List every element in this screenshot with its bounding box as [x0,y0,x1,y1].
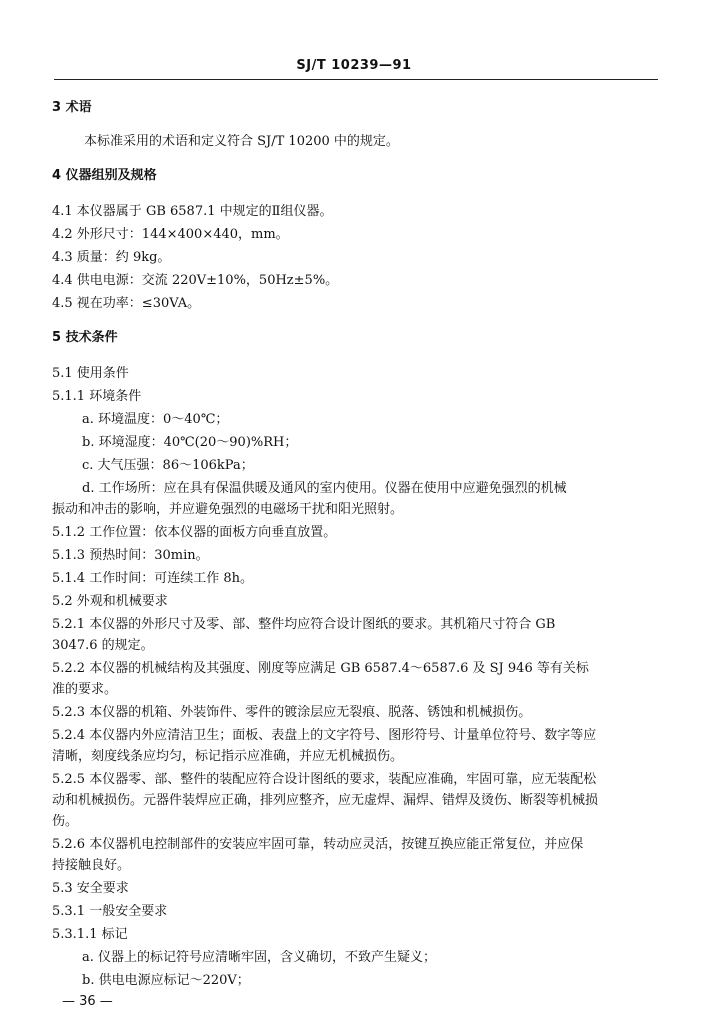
page-number: — 36 — [62,994,113,1009]
section-5-heading: 5 技术条件 [52,330,118,345]
clause-4-5: 4.5 视在功率：≤30VA。 [52,296,201,311]
clause-4-2: 4.2 外形尺寸：144×400×440，mm。 [52,227,289,242]
clause-5-1-4: 5.1.4 工作时间：可连续工作 8h。 [52,571,253,586]
section-3-heading: 3 术语 [52,100,92,115]
paragraph-line: 3047.6 的规定。 [52,638,154,653]
paragraph-line: 伤。 [52,814,79,829]
clause-4-3: 4.3 质量：约 9kg。 [52,250,171,265]
clause-5-2: 5.2 外观和机械要求 [52,594,168,609]
list-item: d. 工作场所：应在具有保温供暖及通风的室内使用。仪器在使用中应避免强烈的机械 [82,481,567,496]
list-item: b. 环境湿度：40℃(20～90)%RH； [82,435,298,450]
clause-5-2-6: 5.2.6 本仪器机电控制部件的安装应牢固可靠，转动应灵活，按键互换应能正常复位，并应保 [52,837,584,852]
clause-5-2-5: 5.2.5 本仪器零、部、整件的装配应符合设计图纸的要求，装配应准确，牢固可靠，应无装配松 [52,772,597,787]
clause-5-1-1: 5.1.1 环境条件 [52,389,142,404]
paragraph-line: 本标准采用的术语和定义符合 SJ/T 10200 中的规定。 [84,134,399,149]
clause-5-2-3: 5.2.3 本仪器的机箱、外装饰件、零件的镀涂层应无裂痕、脱落、锈蚀和机械损伤。 [52,705,532,720]
clause-5-2-4: 5.2.4 本仪器内外应清洁卫生；面板、表盘上的文字符号、图形符号、计量单位符号、数字等应 [52,728,597,743]
standard-code-header: SJ/T 10239—91 [296,58,412,73]
clause-5-2-1: 5.2.1 本仪器的外形尺寸及零、部、整件均应符合设计图纸的要求。其机箱尺寸符合 GB [52,617,556,632]
list-item: c. 大气压强：86～106kPa； [82,458,254,473]
clause-5-2-2: 5.2.2 本仪器的机械结构及其强度、刚度等应满足 GB 6587.4～6587.6 及 SJ 946 等有关标 [52,661,589,676]
paragraph-line: 准的要求。 [52,682,118,697]
paragraph-line: 振动和冲击的影响，并应避免强烈的电磁场干扰和阳光照射。 [52,502,404,517]
clause-5-3-1: 5.3.1 一般安全要求 [52,904,168,919]
paragraph-line: 动和机械损伤。元器件装焊应正确，排列应整齐，应无虚焊、漏焊、错焊及烫伤、断裂等机械损 [52,793,599,808]
list-item: a. 环境温度：0～40℃； [82,412,229,427]
clause-5-1-3: 5.1.3 预热时间：30min。 [52,548,209,563]
list-item: b. 供电电源应标记～220V； [82,973,250,988]
section-4-heading: 4 仪器组别及规格 [52,168,157,183]
list-item: a. 仪器上的标记符号应清晰牢固，含义确切，不致产生疑义； [82,950,437,965]
clause-5-3-1-1: 5.3.1.1 标记 [52,927,128,942]
clause-5-1: 5.1 使用条件 [52,366,129,381]
clause-5-3: 5.3 安全要求 [52,881,129,896]
paragraph-line: 清晰，刻度线条应均匀，标记指示应准确，并应无机械损伤。 [52,749,404,764]
paragraph-line: 持接触良好。 [52,858,131,873]
header-rule [54,79,658,80]
clause-5-1-2: 5.1.2 工作位置：依本仪器的面板方向垂直放置。 [52,525,337,540]
clause-4-1: 4.1 本仪器属于 GB 6587.1 中规定的Ⅱ组仪器。 [52,204,333,219]
clause-4-4: 4.4 供电电源：交流 220V±10%，50Hz±5%。 [52,273,339,288]
